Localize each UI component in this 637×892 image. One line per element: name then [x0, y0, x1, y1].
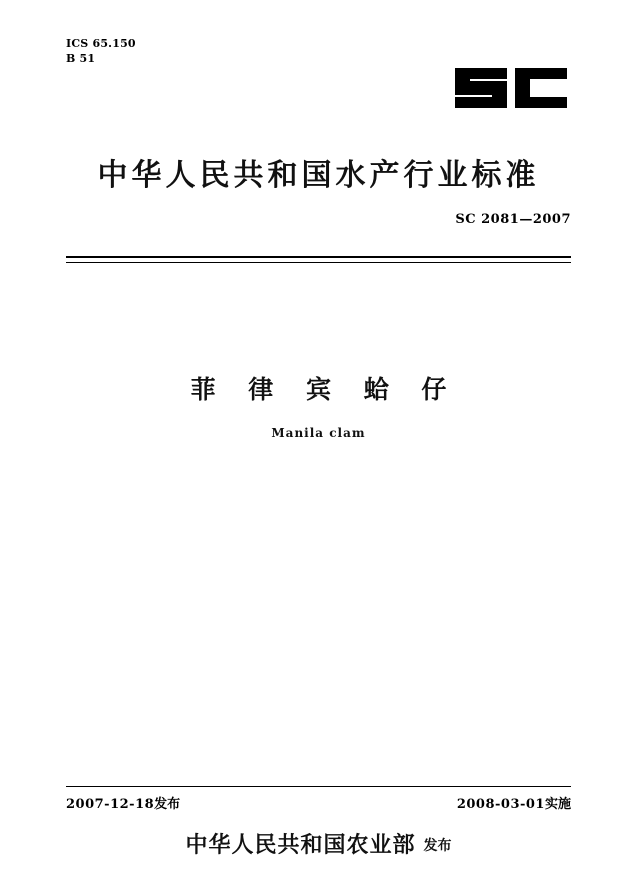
- publisher: [0, 828, 637, 859]
- divider-top-thick: [66, 256, 571, 258]
- document-title: 菲 律 宾 蛤 仔: [190, 375, 459, 404]
- effective-date-value: 2008-03-01: [456, 797, 545, 812]
- issue-date-label: 发布: [154, 797, 181, 812]
- issue-date-value: 2007-12-18: [66, 797, 155, 812]
- document-subtitle: Manila clam: [271, 426, 366, 440]
- classification-code: B 51: [66, 52, 96, 65]
- effective-date-label: 实施: [544, 797, 571, 812]
- ics-classification-block: [66, 36, 136, 66]
- ics-number: ICS 65.150: [66, 37, 136, 50]
- effective-date: [457, 793, 571, 812]
- divider-footer: [66, 786, 571, 787]
- publisher-name: 中华人民共和国农业部: [185, 833, 416, 858]
- standard-number: SC 2081—2007: [455, 212, 571, 227]
- publisher-verb: 发布: [423, 838, 452, 854]
- standard-title: 中华人民共和国水产行业标准: [97, 158, 540, 193]
- divider-top-thin: [66, 262, 571, 263]
- issue-date: [66, 793, 180, 812]
- sc-logo-icon: [451, 58, 571, 114]
